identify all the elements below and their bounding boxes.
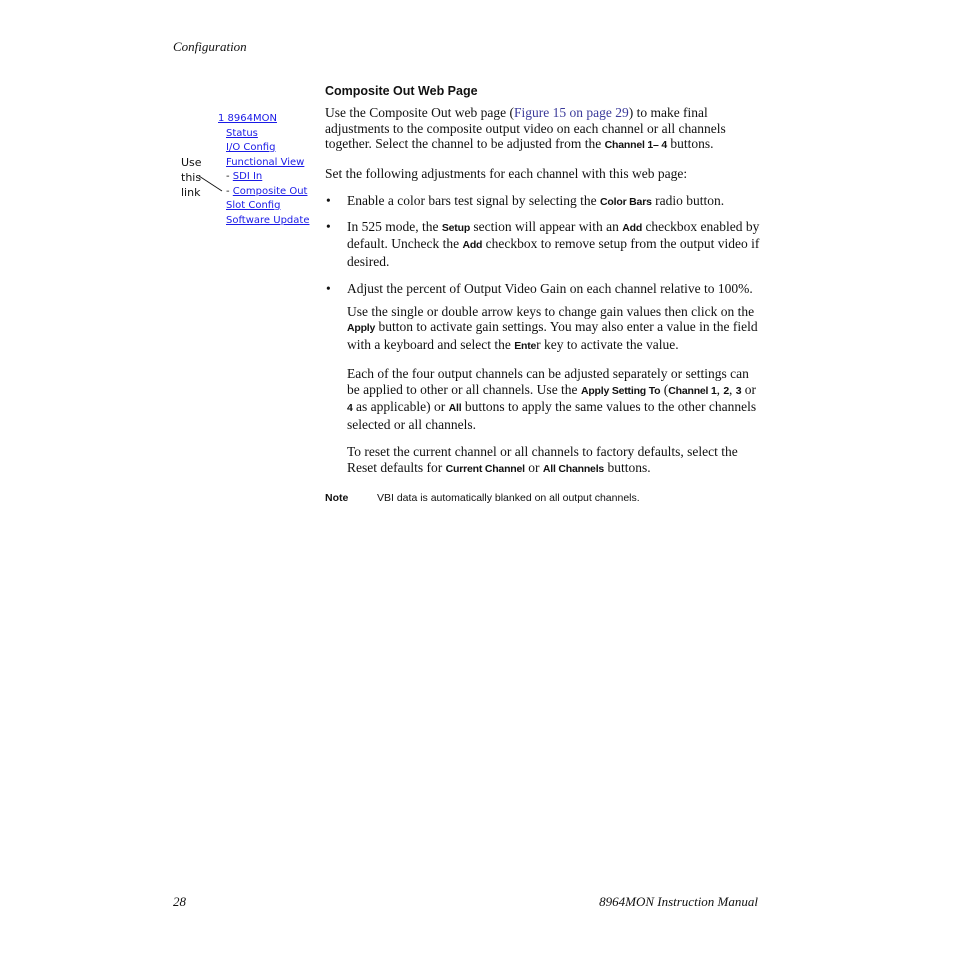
adjustments-list: [325, 193, 761, 297]
list-item: • Adjust the percent of Output Video Gain on each channel relative to 100%.: [326, 281, 753, 296]
gain-paragraph: Use the single or double arrow keys to change gain values then click on the Apply button to activate gain settings. You may also enter a value in the field with a keyboard and select the Enter key to activate the value.: [347, 303, 758, 352]
reset-paragraph: To reset the current channel or all channels to factory defaults, select the Reset defaults for Current Channel or All Channels buttons.: [347, 444, 738, 475]
figure-reference-link[interactable]: Figure 15 on page 29: [513, 105, 629, 120]
nav-link-functional-view[interactable]: Functional View: [226, 156, 305, 168]
section-heading: Composite Out Web Page: [325, 84, 478, 98]
nav-link-slot-config[interactable]: Slot Config: [226, 200, 281, 211]
note-block: [325, 491, 761, 505]
apply-paragraph: Each of the four output channels can be adjusted separately or settings can be applied to other or all channels. Use the Apply Setting To (Channel 1, 2, 3 or 4 as applicable) or All buttons to apply the same values to the other channels selected or all channels.: [347, 366, 757, 432]
callout-label: Use this link: [181, 156, 202, 199]
nav-dash: -: [226, 185, 233, 197]
note-text: VBI data is automatically blanked on all output channels.: [377, 492, 640, 504]
nav-link-software-update[interactable]: Software Update: [226, 214, 310, 226]
note-label: Note: [325, 492, 349, 504]
nav-link-io-config[interactable]: I/O Config: [226, 142, 276, 153]
nav-link-status[interactable]: Status: [226, 127, 258, 139]
manual-title: 8964MON Instruction Manual: [599, 894, 758, 909]
callout-pointer-line: [198, 170, 224, 194]
running-header: Configuration: [173, 39, 247, 54]
page-number: 28: [173, 894, 186, 909]
nav-link-composite-out[interactable]: Composite Out: [232, 185, 308, 197]
intro-paragraph: Use the Composite Out web page (Figure 15 on page 29) to make final adjustments to the composite output video on each channel or all channels together. Select the channel to be adjusted from the Channel 1– 4 buttons.: [325, 105, 726, 151]
nav-link-sdi-in[interactable]: SDI In: [232, 171, 263, 182]
nav-dash: -: [226, 171, 233, 182]
list-item: • In 525 mode, the Setup section will appear with an Add checkbox enabled by default. Uncheck the Add checkbox to remove setup from the output video if desired.: [326, 218, 760, 269]
main-content: [325, 83, 761, 505]
list-item: • Enable a color bars test signal by selecting the Color Bars radio button.: [326, 193, 725, 208]
nav-link-device[interactable]: 1 8964MON: [218, 113, 277, 124]
lead-paragraph: Set the following adjustments for each channel with this web page:: [325, 165, 688, 181]
